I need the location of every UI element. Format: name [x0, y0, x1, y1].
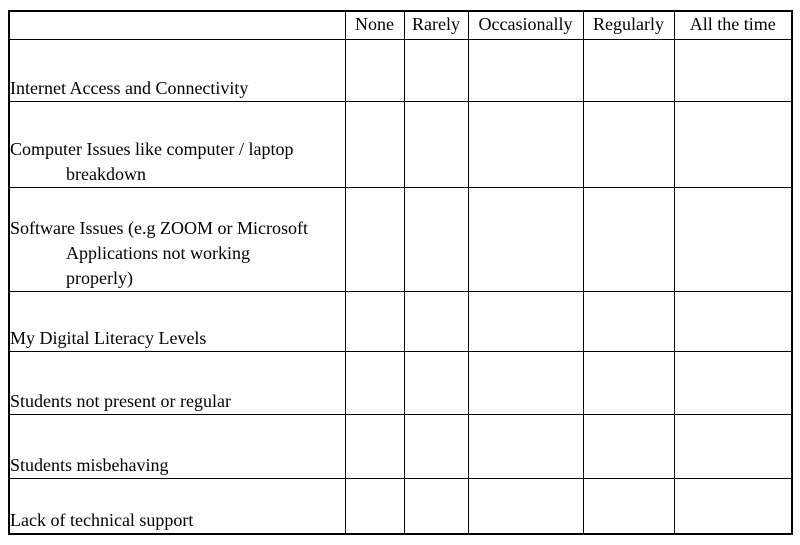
answer-cell-occasionally[interactable] [468, 101, 583, 187]
answer-cell-regularly[interactable] [583, 351, 674, 414]
answer-cell-occasionally[interactable] [468, 351, 583, 414]
survey-frequency-table [8, 10, 793, 535]
answer-cell-rarely[interactable] [404, 351, 468, 414]
table-row-lack-of-support [9, 478, 792, 534]
row-label-line: Internet Access and Connectivity [10, 77, 249, 98]
answer-cell-rarely[interactable] [404, 39, 468, 101]
answer-cell-none[interactable] [345, 291, 404, 351]
column-header-none: None [345, 11, 404, 39]
column-header-all-the-time: All the time [674, 11, 792, 39]
answer-cell-none[interactable] [345, 187, 404, 291]
row-label-line: Students not present or regular [10, 390, 231, 411]
answer-cell-regularly[interactable] [583, 101, 674, 187]
column-header-occasionally: Occasionally [468, 11, 583, 39]
row-label-students-not-present [9, 351, 345, 414]
row-label-line: Students misbehaving [10, 454, 169, 475]
answer-cell-regularly[interactable] [583, 39, 674, 101]
answer-cell-all-the-time[interactable] [674, 101, 792, 187]
answer-cell-none[interactable] [345, 39, 404, 101]
column-header-rarely: Rarely [404, 11, 468, 39]
row-label-line: Computer Issues like computer / laptop [10, 138, 294, 159]
answer-cell-occasionally[interactable] [468, 478, 583, 534]
row-label-line: Software Issues (e.g ZOOM or Microsoft [10, 217, 308, 238]
answer-cell-regularly[interactable] [583, 478, 674, 534]
answer-cell-regularly[interactable] [583, 414, 674, 478]
row-label-software-issues [9, 187, 345, 291]
answer-cell-rarely[interactable] [404, 414, 468, 478]
answer-cell-rarely[interactable] [404, 101, 468, 187]
table-row-software-issues [9, 187, 792, 291]
answer-cell-all-the-time[interactable] [674, 414, 792, 478]
table-row-students-not-present [9, 351, 792, 414]
column-header-regularly: Regularly [583, 11, 674, 39]
table-row-computer-issues [9, 101, 792, 187]
table-row-students-misbehaving [9, 414, 792, 478]
row-label-lack-of-support [9, 478, 345, 534]
row-label-line: Applications not working [66, 242, 250, 263]
answer-cell-none[interactable] [345, 101, 404, 187]
table-row-digital-literacy [9, 291, 792, 351]
row-label-digital-literacy [9, 291, 345, 351]
answer-cell-all-the-time[interactable] [674, 351, 792, 414]
row-label-computer-issues [9, 101, 345, 187]
answer-cell-regularly[interactable] [583, 291, 674, 351]
answer-cell-none[interactable] [345, 478, 404, 534]
row-label-line: Lack of technical support [10, 510, 194, 530]
answer-cell-none[interactable] [345, 414, 404, 478]
answer-cell-occasionally[interactable] [468, 291, 583, 351]
answer-cell-all-the-time[interactable] [674, 291, 792, 351]
table-row-internet-access [9, 39, 792, 101]
answer-cell-rarely[interactable] [404, 291, 468, 351]
answer-cell-rarely[interactable] [404, 478, 468, 534]
answer-cell-all-the-time[interactable] [674, 187, 792, 291]
answer-cell-occasionally[interactable] [468, 187, 583, 291]
header-row [9, 11, 792, 39]
row-label-line: breakdown [66, 163, 146, 184]
answer-cell-occasionally[interactable] [468, 39, 583, 101]
row-label-line: properly) [66, 267, 133, 288]
answer-cell-rarely[interactable] [404, 187, 468, 291]
column-header-blank [9, 11, 345, 39]
answer-cell-occasionally[interactable] [468, 414, 583, 478]
answer-cell-all-the-time[interactable] [674, 39, 792, 101]
answer-cell-regularly[interactable] [583, 187, 674, 291]
answer-cell-none[interactable] [345, 351, 404, 414]
row-label-students-misbehaving [9, 414, 345, 478]
row-label-line: My Digital Literacy Levels [10, 327, 207, 348]
row-label-internet-access [9, 39, 345, 101]
answer-cell-all-the-time[interactable] [674, 478, 792, 534]
